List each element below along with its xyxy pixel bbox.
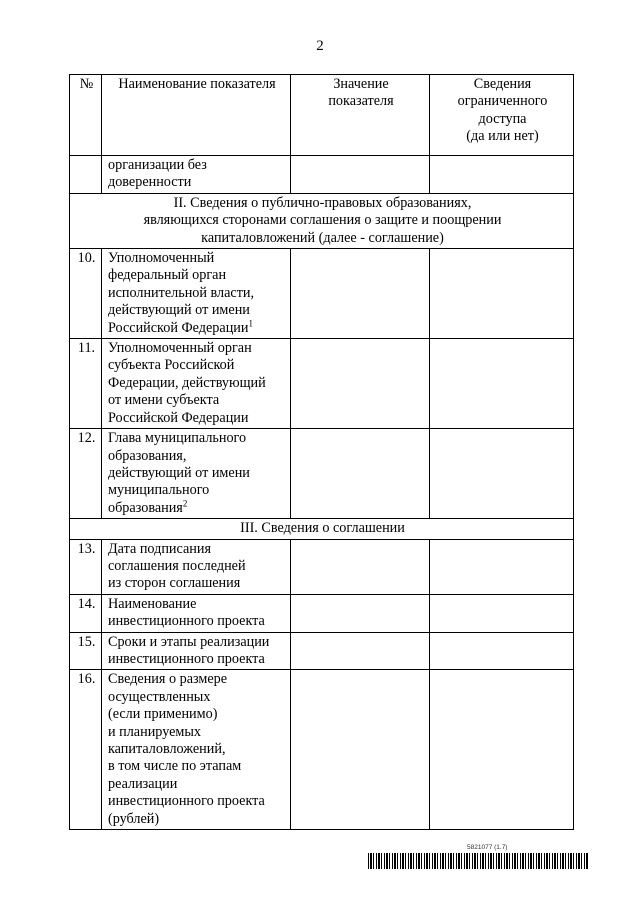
table-row: [70, 670, 574, 830]
row-num: 15.: [70, 632, 102, 670]
table-row: [70, 156, 574, 194]
row-value-cell: [291, 539, 430, 594]
row-restricted-cell: [430, 632, 574, 670]
row-restricted-cell: [430, 249, 574, 339]
row-value-cell: [291, 429, 430, 519]
header-indicator-name: Наименование показателя: [102, 75, 291, 156]
header-restricted-access: Сведения ограниченного доступа (да или нет): [430, 75, 574, 156]
row-name: Сведения о размере осуществленных (если применимо) и планируемых капиталовложений, в том числе по этапам реализации инвестиционного проекта (рублей): [102, 670, 291, 830]
row-value-cell: [291, 156, 430, 194]
row-name: Наименование инвестиционного проекта: [102, 594, 291, 632]
row-name: Дата подписания соглашения последней из сторон соглашения: [102, 539, 291, 594]
row-name: [102, 429, 291, 519]
row-restricted-cell: [430, 594, 574, 632]
row-value-cell: [291, 249, 430, 339]
table-row: [70, 249, 574, 339]
table-row: [70, 594, 574, 632]
row-value-cell: [291, 594, 430, 632]
row-num: 10.: [70, 249, 102, 339]
row-name: организации без доверенности: [102, 156, 291, 194]
barcode: [368, 853, 588, 869]
table-row: [70, 339, 574, 429]
row-restricted-cell: [430, 670, 574, 830]
row-num: [70, 156, 102, 194]
row-name-text: Глава муниципального образования, действующий от имени муниципального образования: [108, 430, 250, 516]
section-row: [70, 193, 574, 248]
table-row: [70, 539, 574, 594]
section-row: [70, 519, 574, 539]
row-num: 14.: [70, 594, 102, 632]
header-num: №: [70, 75, 102, 156]
row-value-cell: [291, 632, 430, 670]
row-num: 13.: [70, 539, 102, 594]
row-num: 16.: [70, 670, 102, 830]
row-restricted-cell: [430, 156, 574, 194]
footnote-mark: 2: [182, 497, 188, 508]
header-indicator-value: Значение показателя: [291, 75, 430, 156]
indicators-table: [69, 74, 574, 830]
row-num: 11.: [70, 339, 102, 429]
row-restricted-cell: [430, 339, 574, 429]
row-name: Уполномоченный орган субъекта Российской Федерации, действующий от имени субъекта Российской Федерации: [102, 339, 291, 429]
row-value-cell: [291, 670, 430, 830]
table-row: [70, 429, 574, 519]
footnote-mark: 1: [248, 317, 253, 328]
section-heading-3: III. Сведения о соглашении: [70, 519, 574, 539]
page-number: 2: [316, 38, 324, 54]
row-restricted-cell: [430, 429, 574, 519]
table-row: [70, 632, 574, 670]
barcode-label: 5821077 (1.7): [467, 844, 508, 851]
row-name: [102, 249, 291, 339]
row-name: Сроки и этапы реализации инвестиционного проекта: [102, 632, 291, 670]
row-name-text: Уполномоченный федеральный орган исполнительной власти, действующий от имени Российской Федерации: [108, 250, 255, 336]
row-restricted-cell: [430, 539, 574, 594]
section-heading-2: II. Сведения о публично-правовых образованиях, являющихся сторонами соглашения о защите и поощрении капиталовложений (далее - соглашение): [70, 193, 574, 248]
table-header-row: [70, 75, 574, 156]
row-num: 12.: [70, 429, 102, 519]
row-value-cell: [291, 339, 430, 429]
